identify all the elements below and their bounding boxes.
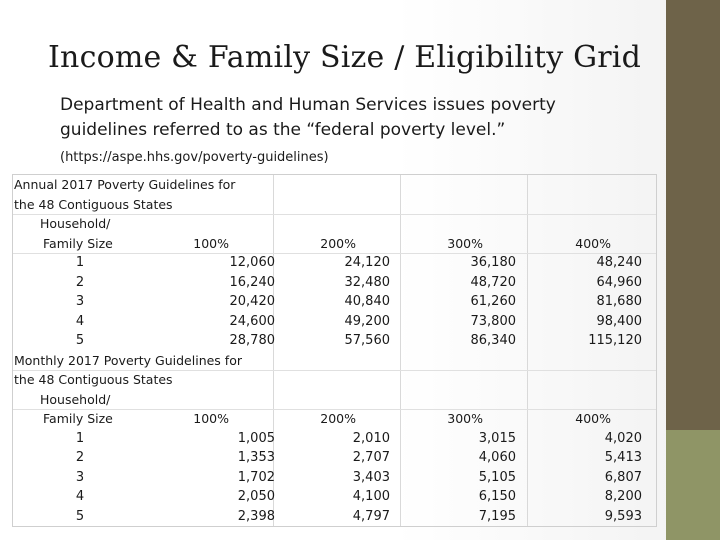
source-link: (https://aspe.hhs.gov/poverty-guidelines) bbox=[60, 150, 329, 165]
annual-family-size-cell: 4 bbox=[75, 313, 85, 329]
annual-income-cell: 61,260 bbox=[470, 294, 516, 309]
side-accent-block bbox=[666, 430, 720, 540]
monthly-family-size-cell: 5 bbox=[75, 508, 85, 524]
eligibility-grid bbox=[12, 174, 657, 527]
annual-income-cell: 40,840 bbox=[344, 294, 390, 309]
monthly-income-cell: 9,593 bbox=[604, 508, 642, 524]
monthly-heading-line1: Monthly 2017 Poverty Guidelines for bbox=[14, 352, 242, 368]
monthly-percent-header: 100% bbox=[193, 411, 229, 426]
annual-family-size-label: Family Size bbox=[43, 235, 113, 251]
annual-heading-line2: the 48 Contiguous States bbox=[14, 196, 173, 212]
monthly-income-cell: 1,353 bbox=[237, 450, 275, 465]
annual-income-cell: 12,060 bbox=[229, 255, 275, 270]
monthly-income-cell: 7,195 bbox=[478, 508, 516, 524]
annual-income-cell: 86,340 bbox=[470, 333, 516, 348]
annual-income-cell: 36,180 bbox=[470, 255, 516, 270]
monthly-income-cell: 3,403 bbox=[352, 469, 390, 485]
annual-income-cell: 49,200 bbox=[344, 313, 390, 329]
slide-title: Income & Family Size / Eligibility Grid bbox=[48, 40, 642, 75]
monthly-household-label: Household/ bbox=[40, 391, 111, 407]
annual-income-cell: 20,420 bbox=[229, 294, 275, 309]
description-text: Department of Health and Human Services issues poverty guidelines referred to as the “federal poverty level.” bbox=[60, 95, 556, 140]
monthly-income-cell: 4,020 bbox=[604, 430, 642, 446]
side-decoration-bar bbox=[666, 0, 720, 540]
monthly-percent-header: 300% bbox=[447, 411, 483, 426]
monthly-percent-header: 400% bbox=[575, 411, 611, 426]
annual-income-cell: 24,600 bbox=[229, 313, 275, 329]
monthly-income-cell: 4,100 bbox=[352, 489, 390, 504]
annual-percent-header: 200% bbox=[320, 235, 356, 251]
monthly-income-cell: 5,105 bbox=[478, 469, 516, 485]
annual-heading-line1: Annual 2017 Poverty Guidelines for bbox=[14, 177, 236, 192]
monthly-income-cell: 2,010 bbox=[352, 430, 390, 446]
monthly-income-cell: 2,398 bbox=[237, 508, 275, 524]
annual-household-label: Household/ bbox=[40, 216, 111, 231]
annual-income-cell: 115,120 bbox=[588, 333, 642, 348]
annual-income-cell: 28,780 bbox=[229, 333, 275, 348]
annual-family-size-cell: 2 bbox=[75, 274, 85, 290]
annual-family-size-cell: 1 bbox=[75, 255, 85, 270]
monthly-income-cell: 2,050 bbox=[237, 489, 275, 504]
monthly-income-cell: 6,150 bbox=[478, 489, 516, 504]
annual-income-cell: 32,480 bbox=[344, 274, 390, 290]
monthly-family-size-cell: 2 bbox=[75, 450, 85, 465]
annual-income-cell: 24,120 bbox=[344, 255, 390, 270]
monthly-income-cell: 2,707 bbox=[352, 450, 390, 465]
monthly-family-size-label: Family Size bbox=[43, 411, 113, 426]
monthly-heading-line2: the 48 Contiguous States bbox=[14, 372, 173, 387]
annual-family-size-cell: 3 bbox=[75, 294, 85, 309]
monthly-percent-header: 200% bbox=[320, 411, 356, 426]
annual-family-size-cell: 5 bbox=[75, 333, 85, 348]
annual-income-cell: 16,240 bbox=[229, 274, 275, 290]
annual-income-cell: 48,240 bbox=[596, 255, 642, 270]
annual-income-cell: 64,960 bbox=[596, 274, 642, 290]
annual-income-cell: 57,560 bbox=[344, 333, 390, 348]
annual-income-cell: 73,800 bbox=[470, 313, 516, 329]
annual-income-cell: 98,400 bbox=[596, 313, 642, 329]
annual-percent-header: 100% bbox=[193, 235, 229, 251]
monthly-income-cell: 1,702 bbox=[237, 469, 275, 485]
monthly-income-cell: 1,005 bbox=[237, 430, 275, 446]
monthly-income-cell: 4,797 bbox=[352, 508, 390, 524]
monthly-income-cell: 4,060 bbox=[478, 450, 516, 465]
monthly-family-size-cell: 3 bbox=[75, 469, 85, 485]
monthly-family-size-cell: 1 bbox=[75, 430, 85, 446]
annual-income-cell: 81,680 bbox=[596, 294, 642, 309]
monthly-income-cell: 5,413 bbox=[604, 450, 642, 465]
monthly-income-cell: 8,200 bbox=[604, 489, 642, 504]
monthly-family-size-cell: 4 bbox=[75, 489, 85, 504]
annual-income-cell: 48,720 bbox=[470, 274, 516, 290]
annual-percent-header: 400% bbox=[575, 235, 611, 251]
monthly-income-cell: 3,015 bbox=[478, 430, 516, 446]
monthly-income-cell: 6,807 bbox=[604, 469, 642, 485]
annual-percent-header: 300% bbox=[447, 235, 483, 251]
